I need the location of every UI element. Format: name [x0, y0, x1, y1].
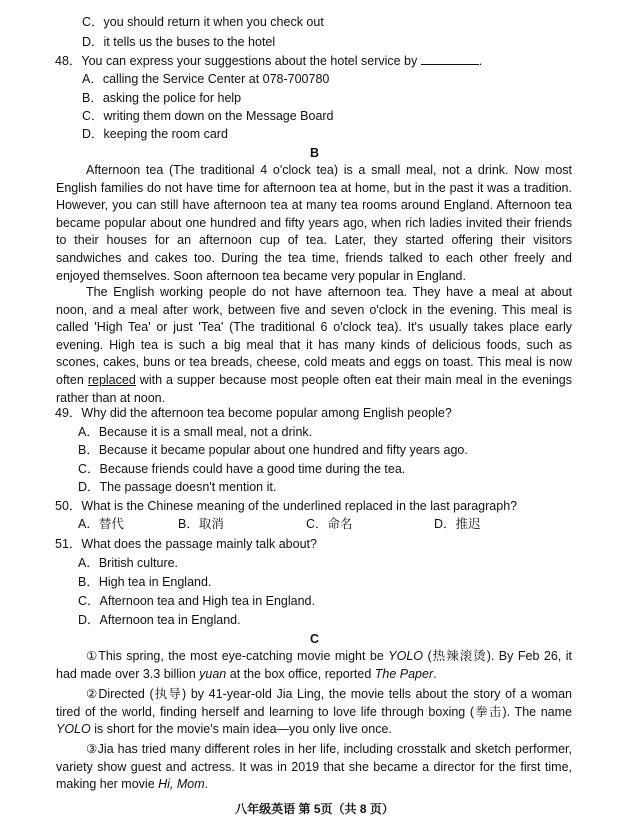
passage-c-paragraph-2 — [56, 686, 572, 739]
q48-option-c: C．writing them down on the Message Board — [82, 109, 334, 123]
underlined-word: replaced — [87, 372, 136, 387]
q48-option-a: A．calling the Service Center at 078-700780 — [82, 72, 330, 86]
q50-stem: 50．What is the Chinese meaning of the underlined replaced in the last paragraph? — [55, 499, 518, 513]
passage-b-p2-after: with a supper because most people often eat their main meal in the evenings rather than at noon. — [56, 372, 572, 405]
passage-b-paragraph-1: Afternoon tea (The traditional 4 o'clock tea) is a small meal, not a drink. Now most English families do not have time for afternoon tea at home, but in the past it was a tradition. However, you can still have afternoon tea at many tea rooms around England. Afternoon tea became popular about one hundred and fifty years ago, when rich ladies invited their friends to their houses for an afternoon cup of tea. Later, they started offering their visitors sandwiches and cakes too. During the tea time, friends talked to each other freely and enjoyed themselves. Soon afternoon tea became very popular in England. — [56, 163, 572, 283]
q49-option-a: A．Because it is a small meal, not a drink. — [78, 425, 313, 439]
q47-option-c: C．you should return it when you check out — [82, 15, 324, 29]
answer-blank — [421, 54, 479, 65]
q48-stem — [55, 52, 482, 70]
movie-title: YOLO — [56, 722, 91, 737]
q48-stem-text: 48．You can express your suggestions about the hotel service by — [55, 54, 418, 68]
passage-c-p1-text-b: (热辣滚烫). By Feb 26, it had made over 3.3 billion — [56, 649, 572, 681]
passage-c-p3-text-b: . — [204, 777, 209, 792]
q50-option-c: C．命名 — [306, 517, 353, 531]
currency-word: yuan — [199, 666, 227, 681]
passage-c-paragraph-3 — [56, 741, 572, 794]
film-title: Hi, Mom — [158, 777, 205, 792]
q48-stem-end: . — [478, 54, 483, 68]
q49-option-b: B．Because it became popular about one hundred and fifty years ago. — [78, 443, 468, 457]
q48-option-b: B．asking the police for help — [82, 91, 242, 105]
q49-option-d: D．The passage doesn't mention it. — [78, 480, 277, 494]
q51-option-c: C．Afternoon tea and High tea in England. — [78, 594, 315, 608]
q51-stem: 51．What does the passage mainly talk about? — [55, 537, 317, 551]
q48-option-d: D．keeping the room card — [82, 127, 228, 141]
q50-option-a: A．替代 — [78, 517, 124, 531]
q51-option-d: D．Afternoon tea in England. — [78, 613, 241, 627]
movie-title: YOLO — [388, 649, 424, 663]
q51-option-b: B．High tea in England. — [78, 575, 212, 589]
passage-b-p2-before: The English working people do not have afternoon tea. They have a meal at about noon, and a meal after work, between five and seven o'clock in the evening. This meal is called 'High Tea' or just 'Tea' (The traditional 6 o'clock tea). It's usually takes place early evening. High tea is such a big meal that it has many kinds of delicious foods, such as scones, cakes, buns or tea breads, cheese, cold meats and eggs on toast. This meal is now often — [56, 285, 572, 387]
q47-option-d: D．it tells us the buses to the hotel — [82, 35, 276, 49]
passage-c-p2-text-b: is short for the movie's main idea—you only live once. — [90, 722, 392, 737]
q49-stem: 49．Why did the afternoon tea become popular among English people? — [55, 406, 452, 420]
q51-option-a: A．British culture. — [78, 556, 179, 570]
q50-option-b: B．取消 — [178, 517, 224, 531]
q49-option-c: C．Because friends could have a good time during the tea. — [78, 462, 406, 476]
page-footer: 八年级英语 第 5页（共 8 页） — [235, 802, 394, 816]
passage-c-p1-text-a: ①This spring, the most eye-catching movie might be — [86, 649, 389, 663]
passage-b-paragraph-2 — [56, 284, 572, 407]
passage-c-p1-text-c: at the box office, reported — [226, 666, 375, 681]
passage-c-p1-text-d: . — [433, 666, 437, 681]
section-b-heading: B — [309, 146, 320, 160]
passage-c-p3-text-a: ③Jia has tried many different roles in her life, including crosstalk and sketch performer, variety show guest and actress. It was in 2019 that she became a director for the first time, making her movie — [56, 742, 572, 792]
passage-c-p2-text-a: ②Directed (执导) by 41-year-old Jia Ling, the movie tells about the story of a woman tired of the world, finding herself and learning to love life through boxing (拳击). The name — [56, 687, 572, 719]
passage-c-paragraph-1 — [56, 648, 572, 683]
q50-option-d: D．推迟 — [434, 517, 481, 531]
section-c-heading: C — [309, 632, 320, 646]
source-name: The Paper — [374, 666, 434, 681]
